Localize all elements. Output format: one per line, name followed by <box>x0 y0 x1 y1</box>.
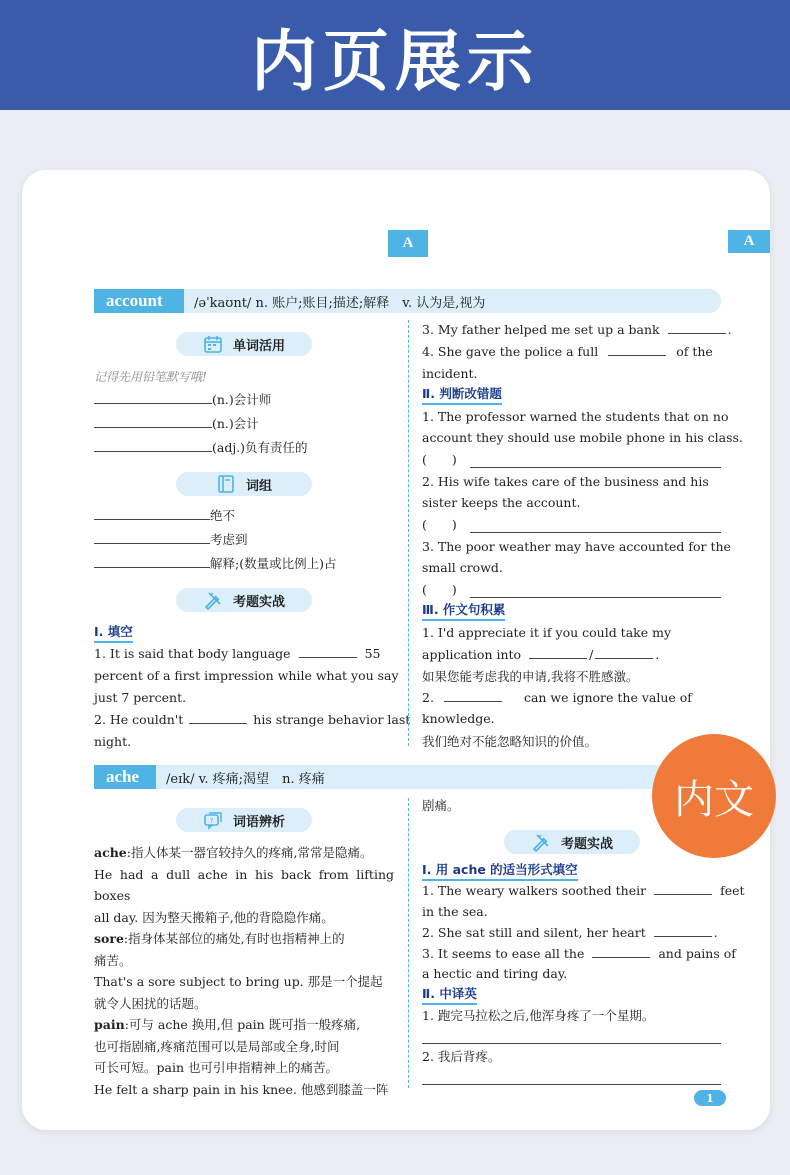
para-line: sore:指身体某部位的痛处,有时也指精神上的 <box>94 931 345 946</box>
pencil-ruler-icon <box>203 590 223 610</box>
phrase-row: 解释;(数量或比例上)占 <box>94 554 336 573</box>
para-line: He had a dull ache in his back from lifting boxes <box>94 866 394 903</box>
word-bar-ache <box>94 765 721 789</box>
question-line: application into / . <box>422 647 660 662</box>
question-line: just 7 percent. <box>94 690 187 705</box>
para-line: all day. 因为整天搬箱子,他的背隐隐作痛。 <box>94 909 334 925</box>
question-line: in the sea. <box>422 904 488 919</box>
pill-label: 单词活用 <box>232 338 285 354</box>
page-number: 1 <box>694 1090 726 1106</box>
section-heading: Ⅱ. 判断改错题 <box>422 384 502 405</box>
question-line: a hectic and tiring day. <box>422 966 568 981</box>
content-badge: 内文 <box>652 734 776 858</box>
word-tag: ache <box>94 765 156 789</box>
question-line: 3. It seems to ease all the and pains of <box>422 946 736 961</box>
section-heading: Ⅰ. 填空 <box>94 622 133 643</box>
section-heading: Ⅰ. 用 ache 的适当形式填空 <box>422 860 578 881</box>
page-card <box>22 170 770 1130</box>
distinction-text <box>94 842 394 1100</box>
pill-label: 考题实战 <box>232 594 285 610</box>
para-line: He felt a sharp pain in his knee. 他感到膝盖一阵 <box>94 1081 389 1097</box>
section-pill-word-distinction <box>176 808 312 832</box>
para-line: pain:可与 ache 换用,但 pain 既可指一般疼痛, <box>94 1017 361 1032</box>
book-icon <box>216 474 236 494</box>
section-pill-exam-practice <box>176 588 312 612</box>
section-heading: Ⅱ. 中译英 <box>422 984 477 1005</box>
question-line: 3. My father helped me set up a bank . <box>422 322 732 337</box>
question-line: 2. His wife takes care of the business and his <box>422 474 709 489</box>
word-tag: account <box>94 289 184 313</box>
pill-label: 词语辨析 <box>232 814 285 830</box>
vocab-row: (adj.)负有责任的 <box>94 438 308 457</box>
question-line: 1. The professor warned the students that on no <box>422 409 729 424</box>
phrase-row: 绝不 <box>94 506 235 525</box>
question-line: 1. The weary walkers soothed their feet <box>422 883 745 898</box>
svg-text:?: ? <box>209 817 214 825</box>
question-line: sister keeps the account. <box>422 495 581 510</box>
banner-title: 内页展示 <box>251 22 539 100</box>
para-line: 就令人困扰的话题。 <box>94 995 207 1011</box>
para-line: 可长可短。pain 也可引申指精神上的痛苦。 <box>94 1060 338 1075</box>
calendar-icon <box>203 334 223 354</box>
question-line: 4. She gave the police a full of the <box>422 344 713 359</box>
question-line: 如果您能考虑我的申请,我将不胜感激。 <box>422 669 639 684</box>
letter-header: A <box>388 230 428 257</box>
word-definition: /eɪk/ v. 疼痛;渴望 n. 疼痛 <box>166 771 325 787</box>
section-pill-phrases <box>176 472 312 496</box>
answer-line[interactable] <box>470 532 721 533</box>
pencil-ruler-icon <box>531 832 551 852</box>
pill-label: 词组 <box>245 478 272 494</box>
question-line: 我们绝对不能忽略知识的价值。 <box>422 734 598 749</box>
column-divider <box>408 798 409 1088</box>
question-line: night. <box>94 734 132 749</box>
question-line: 1. I'd appreciate it if you could take my <box>422 625 672 640</box>
question-line: small crowd. <box>422 560 503 575</box>
top-banner <box>0 0 790 110</box>
question-line: 2. 我后背疼。 <box>422 1049 501 1064</box>
speech-bubble-icon <box>203 810 223 830</box>
para-line: ache:指人体某一器官较持久的疼痛,常常是隐痛。 <box>94 845 373 860</box>
column-divider <box>408 320 409 746</box>
pill-label: 考题实战 <box>560 836 613 852</box>
answer-line[interactable] <box>422 1043 721 1044</box>
question-line: 3. The poor weather may have accounted for the <box>422 539 731 554</box>
question-line: 2. can we ignore the value of <box>422 690 692 705</box>
section-pill-exam-practice <box>504 830 640 854</box>
word-bar-account <box>94 289 721 313</box>
answer-paren: ( ) <box>422 582 457 597</box>
section-heading: Ⅲ. 作文句积累 <box>422 600 505 621</box>
para-line: That's a sore subject to bring up. 那是一个提起 <box>94 974 383 989</box>
answer-line[interactable] <box>422 1084 721 1085</box>
question-line: percent of a first impression while what you say <box>94 668 399 683</box>
question-line: account they should use mobile phone in his class. <box>422 430 743 445</box>
question-line: 2. He couldn't his strange behavior last <box>94 712 411 727</box>
word-definition: /əˈkaʊnt/ n. 账户;账目;描述;解释 v. 认为是,视为 <box>194 295 486 311</box>
para-line: 也可指剧痛,疼痛范围可以是局部或全身,时间 <box>94 1038 340 1054</box>
letter-side-tab: A <box>728 230 770 253</box>
question-line: 2. She sat still and silent, her heart . <box>422 925 718 940</box>
question-line: knowledge. <box>422 711 495 726</box>
vocab-row: (n.)会计师 <box>94 390 271 409</box>
answer-paren: ( ) <box>422 517 457 532</box>
answer-line[interactable] <box>470 597 721 598</box>
vocab-row: (n.)会计 <box>94 414 259 433</box>
question-line: 剧痛。 <box>422 798 460 813</box>
section-pill-word-usage <box>176 332 312 356</box>
hint-text: 记得先用铅笔默写哦! <box>94 370 207 384</box>
para-line: 痛苦。 <box>94 952 132 968</box>
answer-line[interactable] <box>470 467 721 468</box>
question-line: incident. <box>422 366 478 381</box>
answer-paren: ( ) <box>422 452 457 467</box>
question-line: 1. 跑完马拉松之后,他浑身疼了一个星期。 <box>422 1008 655 1023</box>
phrase-row: 考虑到 <box>94 530 248 549</box>
question-line: 1. It is said that body language 55 <box>94 646 381 661</box>
